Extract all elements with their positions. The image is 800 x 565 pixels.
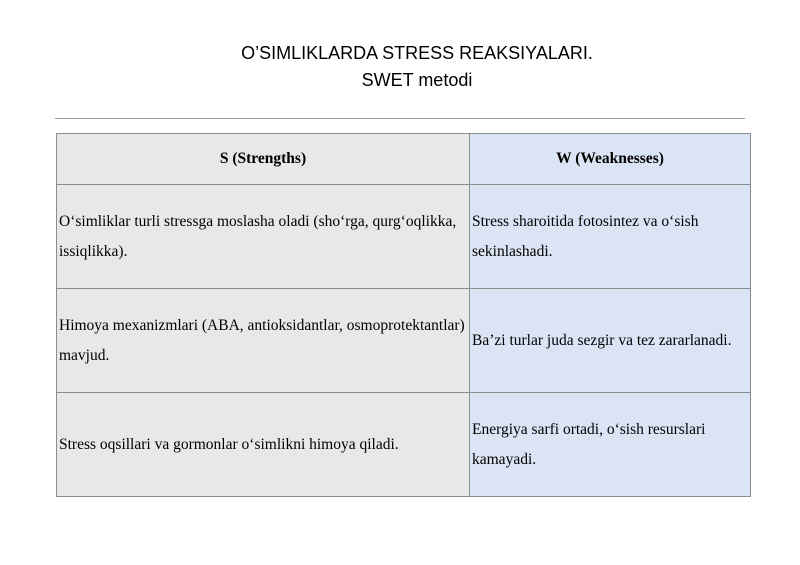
strength-cell: O‘simliklar turli stressga moslasha oladi (sho‘rga, qurg‘oqlikka, issiqlikka). xyxy=(57,185,470,289)
weakness-cell: Ba’zi turlar juda sezgir va tez zararlanadi. xyxy=(470,289,751,393)
swet-table xyxy=(56,133,751,497)
strength-cell: Stress oqsillari va gormonlar o‘simlikni himoya qiladi. xyxy=(57,393,470,497)
table-row xyxy=(57,185,751,289)
horizontal-divider xyxy=(55,118,745,119)
document-title xyxy=(0,40,800,94)
title-line-1: O’SIMLIKLARDA STRESS REAKSIYALARI. xyxy=(241,43,593,63)
header-weaknesses: W (Weaknesses) xyxy=(470,134,751,185)
table-header-row xyxy=(57,134,751,185)
weakness-cell: Energiya sarfi ortadi, o‘sish resurslari kamayadi. xyxy=(470,393,751,497)
strength-cell: Himoya mexanizmlari (ABA, antioksidantlar, osmoprotektantlar) mavjud. xyxy=(57,289,470,393)
title-line-2: SWET metodi xyxy=(361,70,473,90)
table-row xyxy=(57,393,751,497)
table-row xyxy=(57,289,751,393)
header-strengths: S (Strengths) xyxy=(57,134,470,185)
weakness-cell: Stress sharoitida fotosintez va o‘sish sekinlashadi. xyxy=(470,185,751,289)
